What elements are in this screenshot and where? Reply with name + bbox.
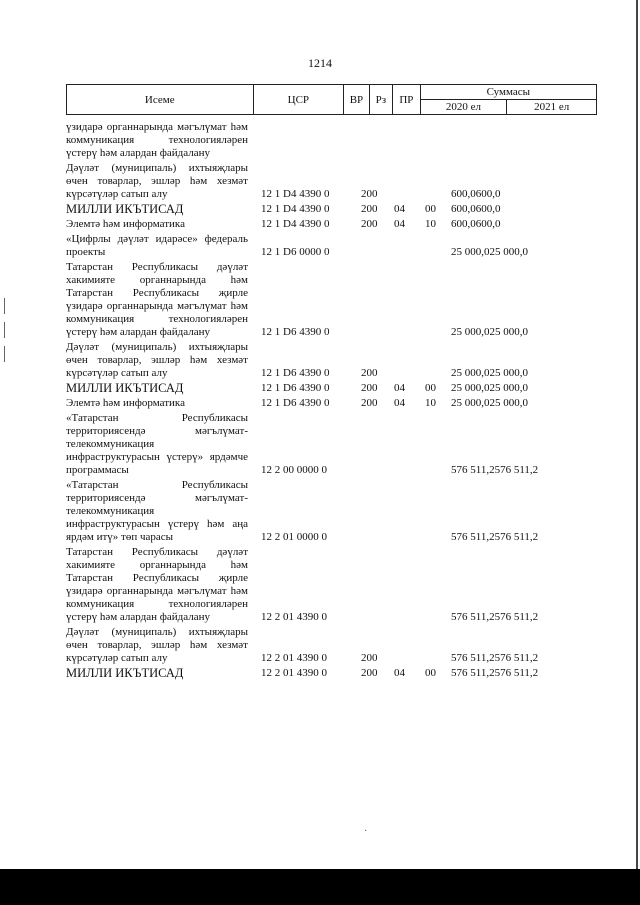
scan-speck: · xyxy=(364,826,368,837)
table-row xyxy=(66,667,597,680)
cell-vr: 200 xyxy=(361,667,378,679)
cell-vr: 200 xyxy=(361,188,378,200)
table-row xyxy=(66,412,597,477)
table-header xyxy=(66,84,597,115)
cell-y2020: 25 000,0 xyxy=(451,382,490,394)
cell-name: «Татарстан Республикасы территориясендә мәгълүмат-телекоммуникация инфраструктурасын үстерү» ярдәмче программасы xyxy=(66,412,248,476)
cell-y2020: 576 511,2 xyxy=(451,464,495,476)
cell-y2020: 25 000,0 xyxy=(451,326,490,338)
header-vr: ВР xyxy=(344,85,369,115)
cell-pr: 00 xyxy=(425,667,436,679)
cell-y2021: 576 511,2 xyxy=(494,667,539,679)
cell-name: үзидарә органнарында мәгълүмат һәм коммуникация технологияләрен үстерү һәм алардан файдалану xyxy=(66,121,248,159)
cell-y2020: 576 511,2 xyxy=(451,611,495,623)
cell-pr: 00 xyxy=(425,382,436,394)
table-row xyxy=(66,162,597,201)
cell-csr: 12 1 D4 4390 0 xyxy=(261,218,330,230)
scan-mark xyxy=(4,298,5,314)
cell-y2021: 25 000,0 xyxy=(489,367,528,379)
cell-name: МИЛЛИ ИКЪТИСАД xyxy=(66,381,184,395)
cell-y2021: 25 000,0 xyxy=(489,246,528,258)
cell-pr: 00 xyxy=(425,203,436,215)
cell-name: МИЛЛИ ИКЪТИСАД xyxy=(66,202,184,216)
cell-vr: 200 xyxy=(361,367,378,379)
table-row xyxy=(66,261,597,339)
cell-rz: 04 xyxy=(394,382,405,394)
table-row xyxy=(66,233,597,259)
header-2020: 2020 ел xyxy=(420,100,507,115)
cell-y2021: 25 000,0 xyxy=(489,397,528,409)
cell-name: МИЛЛИ ИКЪТИСАД xyxy=(66,666,184,680)
cell-vr: 200 xyxy=(361,382,378,394)
header-pr: ПР xyxy=(393,85,421,115)
cell-y2020: 25 000,0 xyxy=(451,367,490,379)
cell-csr: 12 1 D4 4390 0 xyxy=(261,188,330,200)
cell-y2021: 25 000,0 xyxy=(489,382,528,394)
header-csr: ЦСР xyxy=(253,85,344,115)
cell-name: Элемтә һәм информатика xyxy=(66,397,185,409)
cell-y2021: 25 000,0 xyxy=(489,326,528,338)
cell-y2020: 576 511,2 xyxy=(451,531,495,543)
cell-vr: 200 xyxy=(361,652,378,664)
cell-vr: 200 xyxy=(361,218,378,230)
cell-csr: 12 1 D6 0000 0 xyxy=(261,246,330,258)
header-2021: 2021 ел xyxy=(507,100,597,115)
cell-y2021: 576 511,2 xyxy=(494,611,539,623)
cell-pr: 10 xyxy=(425,218,436,230)
cell-rz: 04 xyxy=(394,203,405,215)
cell-vr: 200 xyxy=(361,397,378,409)
table-row xyxy=(66,203,597,216)
scan-mark xyxy=(4,322,5,338)
cell-name: Элемтә һәм информатика xyxy=(66,218,185,230)
cell-csr: 12 1 D4 4390 0 xyxy=(261,203,330,215)
cell-csr: 12 2 01 4390 0 xyxy=(261,652,327,664)
header-name: Исеме xyxy=(67,85,254,115)
cell-y2020: 576 511,2 xyxy=(451,667,495,679)
page-number: 1214 xyxy=(308,56,332,70)
header-sums: Суммасы xyxy=(420,85,596,100)
header-rz: Рз xyxy=(369,85,392,115)
cell-csr: 12 1 D6 4390 0 xyxy=(261,367,330,379)
cell-vr: 200 xyxy=(361,203,378,215)
table-row xyxy=(66,382,597,395)
cell-y2021: 600,0 xyxy=(475,203,501,215)
table-row xyxy=(66,121,597,160)
cell-name: Татарстан Республикасы дәүләт хакимияте органнарында һәм Татарстан Республикасы җирле үзидарә органнарында мәгълүмат һәм коммуникация технологияләрен үстерү һәм алардан файдалану xyxy=(66,546,248,623)
page-edge xyxy=(636,0,638,905)
cell-csr: 12 2 01 4390 0 xyxy=(261,667,327,679)
cell-y2021: 600,0 xyxy=(475,188,501,200)
cell-y2020: 600,0 xyxy=(451,188,476,200)
cell-rz: 04 xyxy=(394,397,405,409)
table-row xyxy=(66,479,597,544)
cell-name: Татарстан Республикасы дәүләт хакимияте органнарында һәм Татарстан Республикасы җирле үзидарә органнарында мәгълүмат һәм коммуникация технологияләрен үстерү һәм алардан файдалану xyxy=(66,261,248,338)
cell-csr: 12 1 D6 4390 0 xyxy=(261,397,330,409)
cell-name: Дәүләт (муниципаль) ихтыяҗлары өчен товарлар, эшләр һәм хезмәт күрсәтүләр сатып алу xyxy=(66,162,248,200)
cell-csr: 12 1 D6 4390 0 xyxy=(261,382,330,394)
table-row xyxy=(66,341,597,380)
cell-y2020: 600,0 xyxy=(451,203,476,215)
cell-y2020: 25 000,0 xyxy=(451,397,490,409)
cell-csr: 12 2 01 0000 0 xyxy=(261,531,327,543)
scan-border xyxy=(0,869,640,905)
scan-mark xyxy=(4,346,5,362)
cell-y2021: 576 511,2 xyxy=(494,531,539,543)
cell-csr: 12 2 01 4390 0 xyxy=(261,611,327,623)
table-row xyxy=(66,218,597,231)
cell-name: «Цифрлы дәүләт идарәсе» федераль проекты xyxy=(66,233,248,258)
table-row xyxy=(66,397,597,410)
table-body xyxy=(66,121,597,682)
cell-y2021: 600,0 xyxy=(475,218,501,230)
table-row xyxy=(66,626,597,665)
cell-name: «Татарстан Республикасы территориясендә мәгълүмат-телекоммуникация инфраструктурасын үстерү һәм аңа ярдәм итү» төп чарасы xyxy=(66,479,248,543)
cell-y2021: 576 511,2 xyxy=(494,464,539,476)
cell-csr: 12 2 00 0000 0 xyxy=(261,464,327,476)
cell-y2020: 25 000,0 xyxy=(451,246,490,258)
cell-csr: 12 1 D6 4390 0 xyxy=(261,326,330,338)
cell-name: Дәүләт (муниципаль) ихтыяҗлары өчен товарлар, эшләр һәм хезмәт күрсәтүләр сатып алу xyxy=(66,341,248,379)
table-row xyxy=(66,546,597,624)
cell-rz: 04 xyxy=(394,667,405,679)
cell-y2020: 576 511,2 xyxy=(451,652,495,664)
cell-pr: 10 xyxy=(425,397,436,409)
cell-name: Дәүләт (муниципаль) ихтыяҗлары өчен товарлар, эшләр һәм хезмәт күрсәтүләр сатып алу xyxy=(66,626,248,664)
cell-y2020: 600,0 xyxy=(451,218,476,230)
cell-y2021: 576 511,2 xyxy=(494,652,539,664)
cell-rz: 04 xyxy=(394,218,405,230)
